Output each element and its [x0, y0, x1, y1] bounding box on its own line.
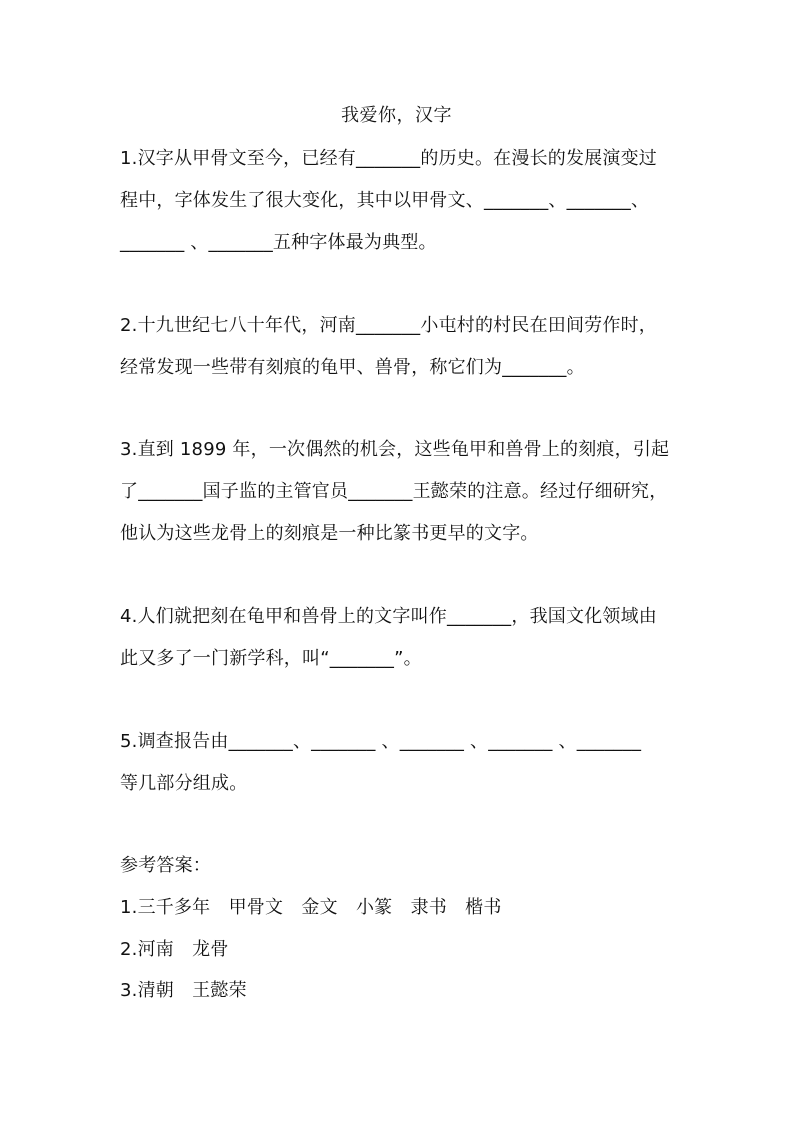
answers-heading: 参考答案：	[120, 855, 211, 876]
question-1-line-1: 1.汉字从甲骨文至今，已经有_______的历史。在漫长的发展演变过	[120, 148, 657, 169]
question-1-line-3: _______ 、_______五种字体最为典型。	[120, 232, 437, 253]
page-title: 我爱你，汉字	[341, 105, 452, 126]
answer-line-1: 1.三千多年 甲骨文 金文 小篆 隶书 楷书	[120, 897, 502, 918]
question-3-line-3: 他认为这些龙骨上的刻痕是一种比篆书更早的文字。	[120, 523, 539, 544]
question-2-line-1: 2.十九世纪七八十年代，河南_______小屯村的村民在田间劳作时，	[120, 315, 657, 336]
question-1-line-2: 程中，字体发生了很大变化，其中以甲骨文、_______、_______、	[120, 190, 650, 211]
question-4-line-2: 此又多了一门新学科，叫“_______”。	[120, 648, 422, 669]
question-5-line-2: 等几部分组成。	[120, 773, 248, 794]
question-5-line-1: 5.调查报告由_______、_______ 、_______ 、_______ 、_______	[120, 731, 642, 752]
question-3-line-2: 了_______国子监的主管官员_______王懿荣的注意。经过仔细研究，	[120, 481, 668, 502]
question-2-line-2: 经常发现一些带有刻痕的龟甲、兽骨，称它们为_______。	[120, 357, 585, 378]
answer-line-3: 3.清朝 王懿荣	[120, 980, 247, 1001]
question-3-line-1: 3.直到 1899 年，一次偶然的机会，这些龟甲和兽骨上的刻痕，引起	[120, 439, 670, 460]
answer-line-2: 2.河南 龙骨	[120, 939, 229, 960]
question-4-line-1: 4.人们就把刻在龟甲和兽骨上的文字叫作_______，我国文化领域由	[120, 606, 657, 627]
